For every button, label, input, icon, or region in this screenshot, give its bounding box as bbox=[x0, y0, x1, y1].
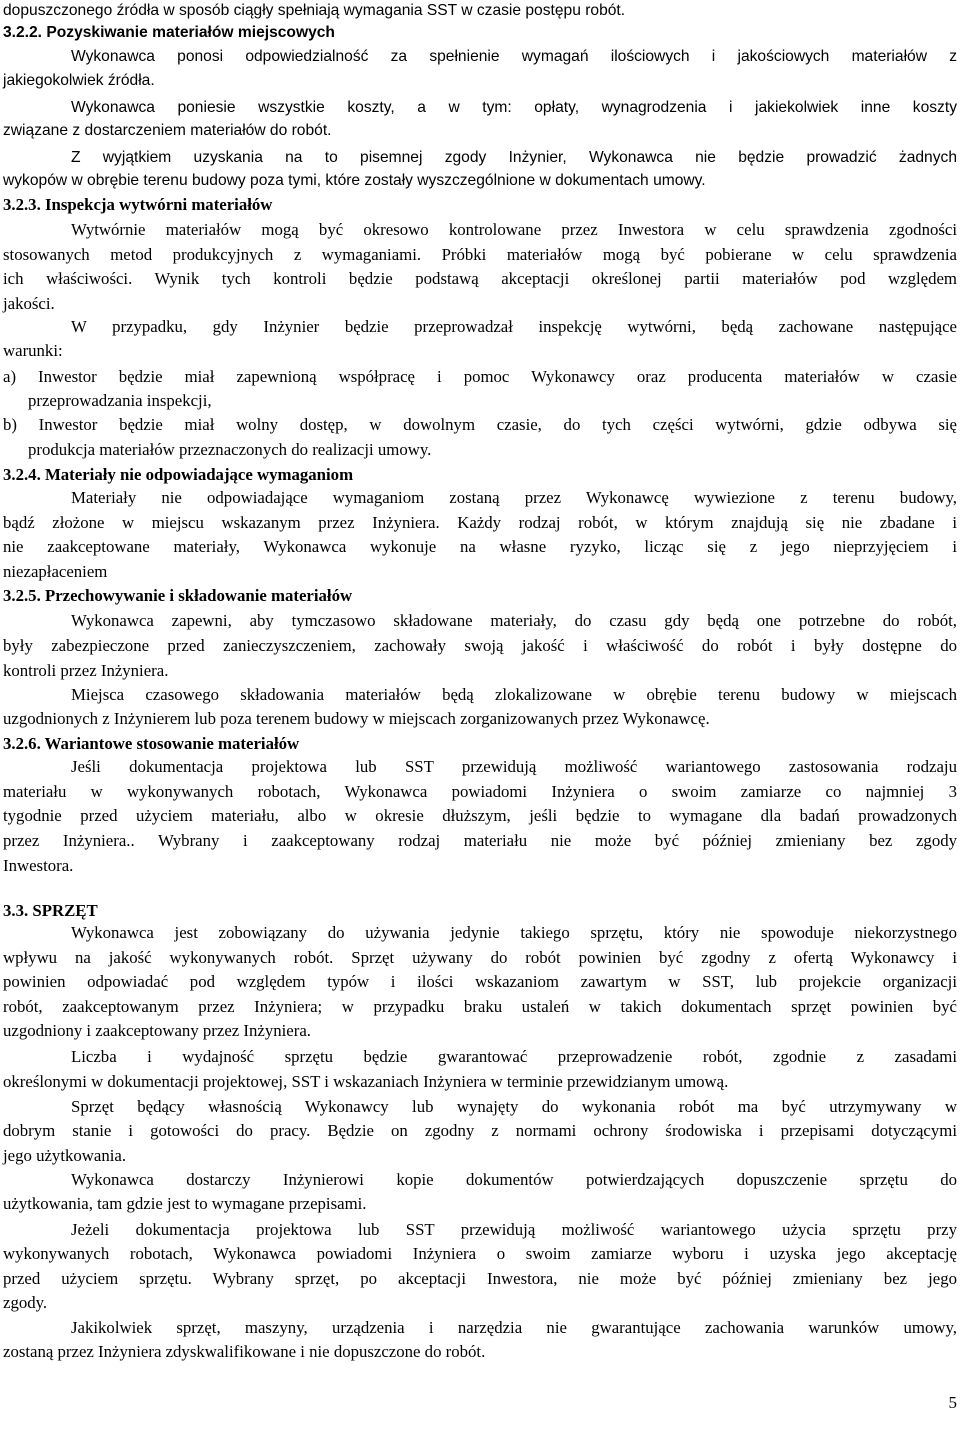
paragraph-line: tygodnie przed użyciem materiału, albo w okresie dłuższym, jeśli będzie to wymagane dla badań prowadzonych bbox=[3, 806, 957, 825]
paragraph-first-line: Wykonawca dostarczy Inżynierowi kopie dokumentów potwierdzających dopuszczenie sprzętu do bbox=[71, 1170, 957, 1189]
paragraph-first-line: Wykonawca ponosi odpowiedzialność za spełnienie wymagań ilościowych i jakościowych materiałów z bbox=[71, 48, 957, 65]
paragraph-line: jego użytkowania. bbox=[3, 1146, 127, 1165]
paragraph-first-line: Sprzęt będący własnością Wykonawcy lub wynajęty do wykonania robót ma być utrzymywany w bbox=[71, 1097, 957, 1116]
paragraph-line: bądź złożone w miejscu wskazanym przez Inżyniera. Każdy rodzaj robót, w którym znajdują się nie zbadane i bbox=[3, 513, 957, 532]
paragraph-line: były zabezpieczone przed zanieczyszczeniem, zachowały swoją jakość i właściwość do robót i były dostępne do bbox=[3, 636, 957, 655]
section-heading: 3.2.2. Pozyskiwanie materiałów miejscowych bbox=[3, 24, 335, 41]
paragraph-line: robót, zaakceptowanym przez Inżyniera; w przypadku braku ustaleń w takich dokumentach sprzęt powinien być bbox=[3, 997, 957, 1016]
section-heading: 3.2.6. Wariantowe stosowanie materiałów bbox=[3, 734, 300, 753]
paragraph-line: użytkowania, tam gdzie jest to wymagane przepisami. bbox=[3, 1194, 367, 1213]
paragraph-line: stosowanych metod produkcyjnych z wymaganiami. Próbki materiałów mogą być pobierane w celu sprawdzenia bbox=[3, 245, 957, 264]
paragraph-line: a) Inwestor będzie miał zapewnioną współpracę i pomoc Wykonawcy oraz producenta materiałów w czasie bbox=[3, 367, 957, 386]
paragraph-line: przed użyciem sprzętu. Wybrany sprzęt, po akceptacji Inwestora, nie może być później zmieniany bez jego bbox=[3, 1269, 957, 1288]
paragraph-line: jakości. bbox=[3, 294, 55, 313]
paragraph-line: kontroli przez Inżyniera. bbox=[3, 661, 169, 680]
paragraph-line: niezapłaceniem bbox=[3, 562, 108, 581]
paragraph-line: jakiegokolwiek źródła. bbox=[3, 72, 155, 89]
paragraph-line: wykonywanych robotach, Wykonawca powiadomi Inżyniera o swoim zamiarze wyboru i uzyska jego akceptację bbox=[3, 1244, 957, 1263]
paragraph-first-line: Liczba i wydajność sprzętu będzie gwarantować przeprowadzenie robót, zgodnie z zasadami bbox=[71, 1047, 957, 1066]
paragraph-first-line: Jakikolwiek sprzęt, maszyny, urządzenia i narzędzia nie gwarantujące zachowania warunków umowy, bbox=[71, 1318, 957, 1337]
paragraph-first-line: Z wyjątkiem uzyskania na to pisemnej zgody Inżynier, Wykonawca nie będzie prowadzić żadnych bbox=[71, 149, 957, 166]
paragraph-line: wpływu na jakość wykonywanych robót. Sprzęt używany do robót powinien być zgodny z ofertą Wykonawcy i bbox=[3, 948, 957, 967]
paragraph-first-line: Materiały nie odpowiadające wymaganiom zostaną przez Wykonawcę wywiezione z terenu budowy, bbox=[71, 488, 957, 507]
paragraph-line: zgody. bbox=[3, 1293, 48, 1312]
section-heading: 3.2.4. Materiały nie odpowiadające wymaganiom bbox=[3, 465, 354, 484]
paragraph-first-line: Miejsca czasowego składowania materiałów będą zlokalizowane w obrębie terenu budowy w miejscach bbox=[71, 685, 957, 704]
paragraph-line: wykopów w obrębie terenu budowy poza tymi, które zostały wyszczególnione w dokumentach umowy. bbox=[3, 172, 706, 189]
paragraph-line: uzgodniony i zaakceptowany przez Inżyniera. bbox=[3, 1021, 311, 1040]
paragraph-line: ich właściwości. Wynik tych kontroli będzie podstawą akceptacji określonej partii materiałów pod względem bbox=[3, 269, 957, 288]
paragraph-line: określonymi w dokumentacji projektowej, SST i wskazaniach Inżyniera w terminie przewidzianym umową. bbox=[3, 1072, 729, 1091]
paragraph-first-line: Wykonawca jest zobowiązany do używania jedynie takiego sprzętu, który nie spowoduje niekorzystnego bbox=[71, 923, 957, 942]
paragraph-line: Inwestora. bbox=[3, 856, 74, 875]
paragraph-line: uzgodnionych z Inżynierem lub poza terenem budowy w miejscach zorganizowanych przez Wykonawcę. bbox=[3, 709, 710, 728]
paragraph-line: b) Inwestor będzie miał wolny dostęp, w dowolnym czasie, do tych części wytwórni, gdzie odbywa się bbox=[3, 415, 957, 434]
paragraph-first-line: Jeżeli dokumentacja projektowa lub SST przewidują możliwość wariantowego użycia sprzętu przy bbox=[71, 1220, 957, 1239]
paragraph-line: zostaną przez Inżyniera zdyskwalifikowane i nie dopuszczone do robót. bbox=[3, 1342, 486, 1361]
paragraph-line: materiału w wykonywanych robotach, Wykonawca powiadomi Inżyniera o swoim zamiarze co najmniej 3 bbox=[3, 782, 957, 801]
paragraph-line: warunki: bbox=[3, 341, 63, 360]
list-continuation-line: przeprowadzania inspekcji, bbox=[28, 391, 212, 410]
paragraph-first-line: Jeśli dokumentacja projektowa lub SST przewidują możliwość wariantowego zastosowania rodzaju bbox=[71, 757, 957, 776]
paragraph-line: dopuszczonego źródła w sposób ciągły spełniają wymagania SST w czasie postępu robót. bbox=[3, 2, 626, 19]
paragraph-line: dobrym stanie i gotowości do pracy. Będzie on zgodny z normami ochrony środowiska i przepisami dotyczącymi bbox=[3, 1121, 957, 1140]
paragraph-first-line: W przypadku, gdy Inżynier będzie przeprowadzał inspekcję wytwórni, będą zachowane następujące bbox=[71, 317, 957, 336]
paragraph-first-line: Wytwórnie materiałów mogą być okresowo kontrolowane przez Inwestora w celu sprawdzenia zgodności bbox=[71, 220, 957, 239]
paragraph-line: nie zaakceptowane materiały, Wykonawca wykonuje na własne ryzyko, licząc się z jego nieprzyjęciem i bbox=[3, 537, 957, 556]
list-continuation-line: produkcja materiałów przeznaczonych do realizacji umowy. bbox=[28, 440, 432, 459]
paragraph-first-line: Wykonawca poniesie wszystkie koszty, a w tym: opłaty, wynagrodzenia i jakiekolwiek inne koszty bbox=[71, 99, 957, 116]
paragraph-line: przez Inżyniera.. Wybrany i zaakceptowany rodzaj materiału nie może być później zmieniany bez zgody bbox=[3, 831, 957, 850]
paragraph-first-line: Wykonawca zapewni, aby tymczasowo składowane materiały, do czasu gdy będą one potrzebne do robót, bbox=[71, 611, 957, 630]
paragraph-line: związane z dostarczeniem materiałów do robót. bbox=[3, 122, 332, 139]
section-heading: 3.2.5. Przechowywanie i składowanie materiałów bbox=[3, 586, 353, 605]
page-number: 5 bbox=[948, 1393, 957, 1412]
paragraph-line: powinien odpowiadać pod względem typów i ilości wskazaniom zawartym w SST, lub projekcie organizacji bbox=[3, 972, 957, 991]
section-heading: 3.2.3. Inspekcja wytwórni materiałów bbox=[3, 195, 273, 214]
section-heading: 3.3. SPRZĘT bbox=[3, 901, 98, 920]
